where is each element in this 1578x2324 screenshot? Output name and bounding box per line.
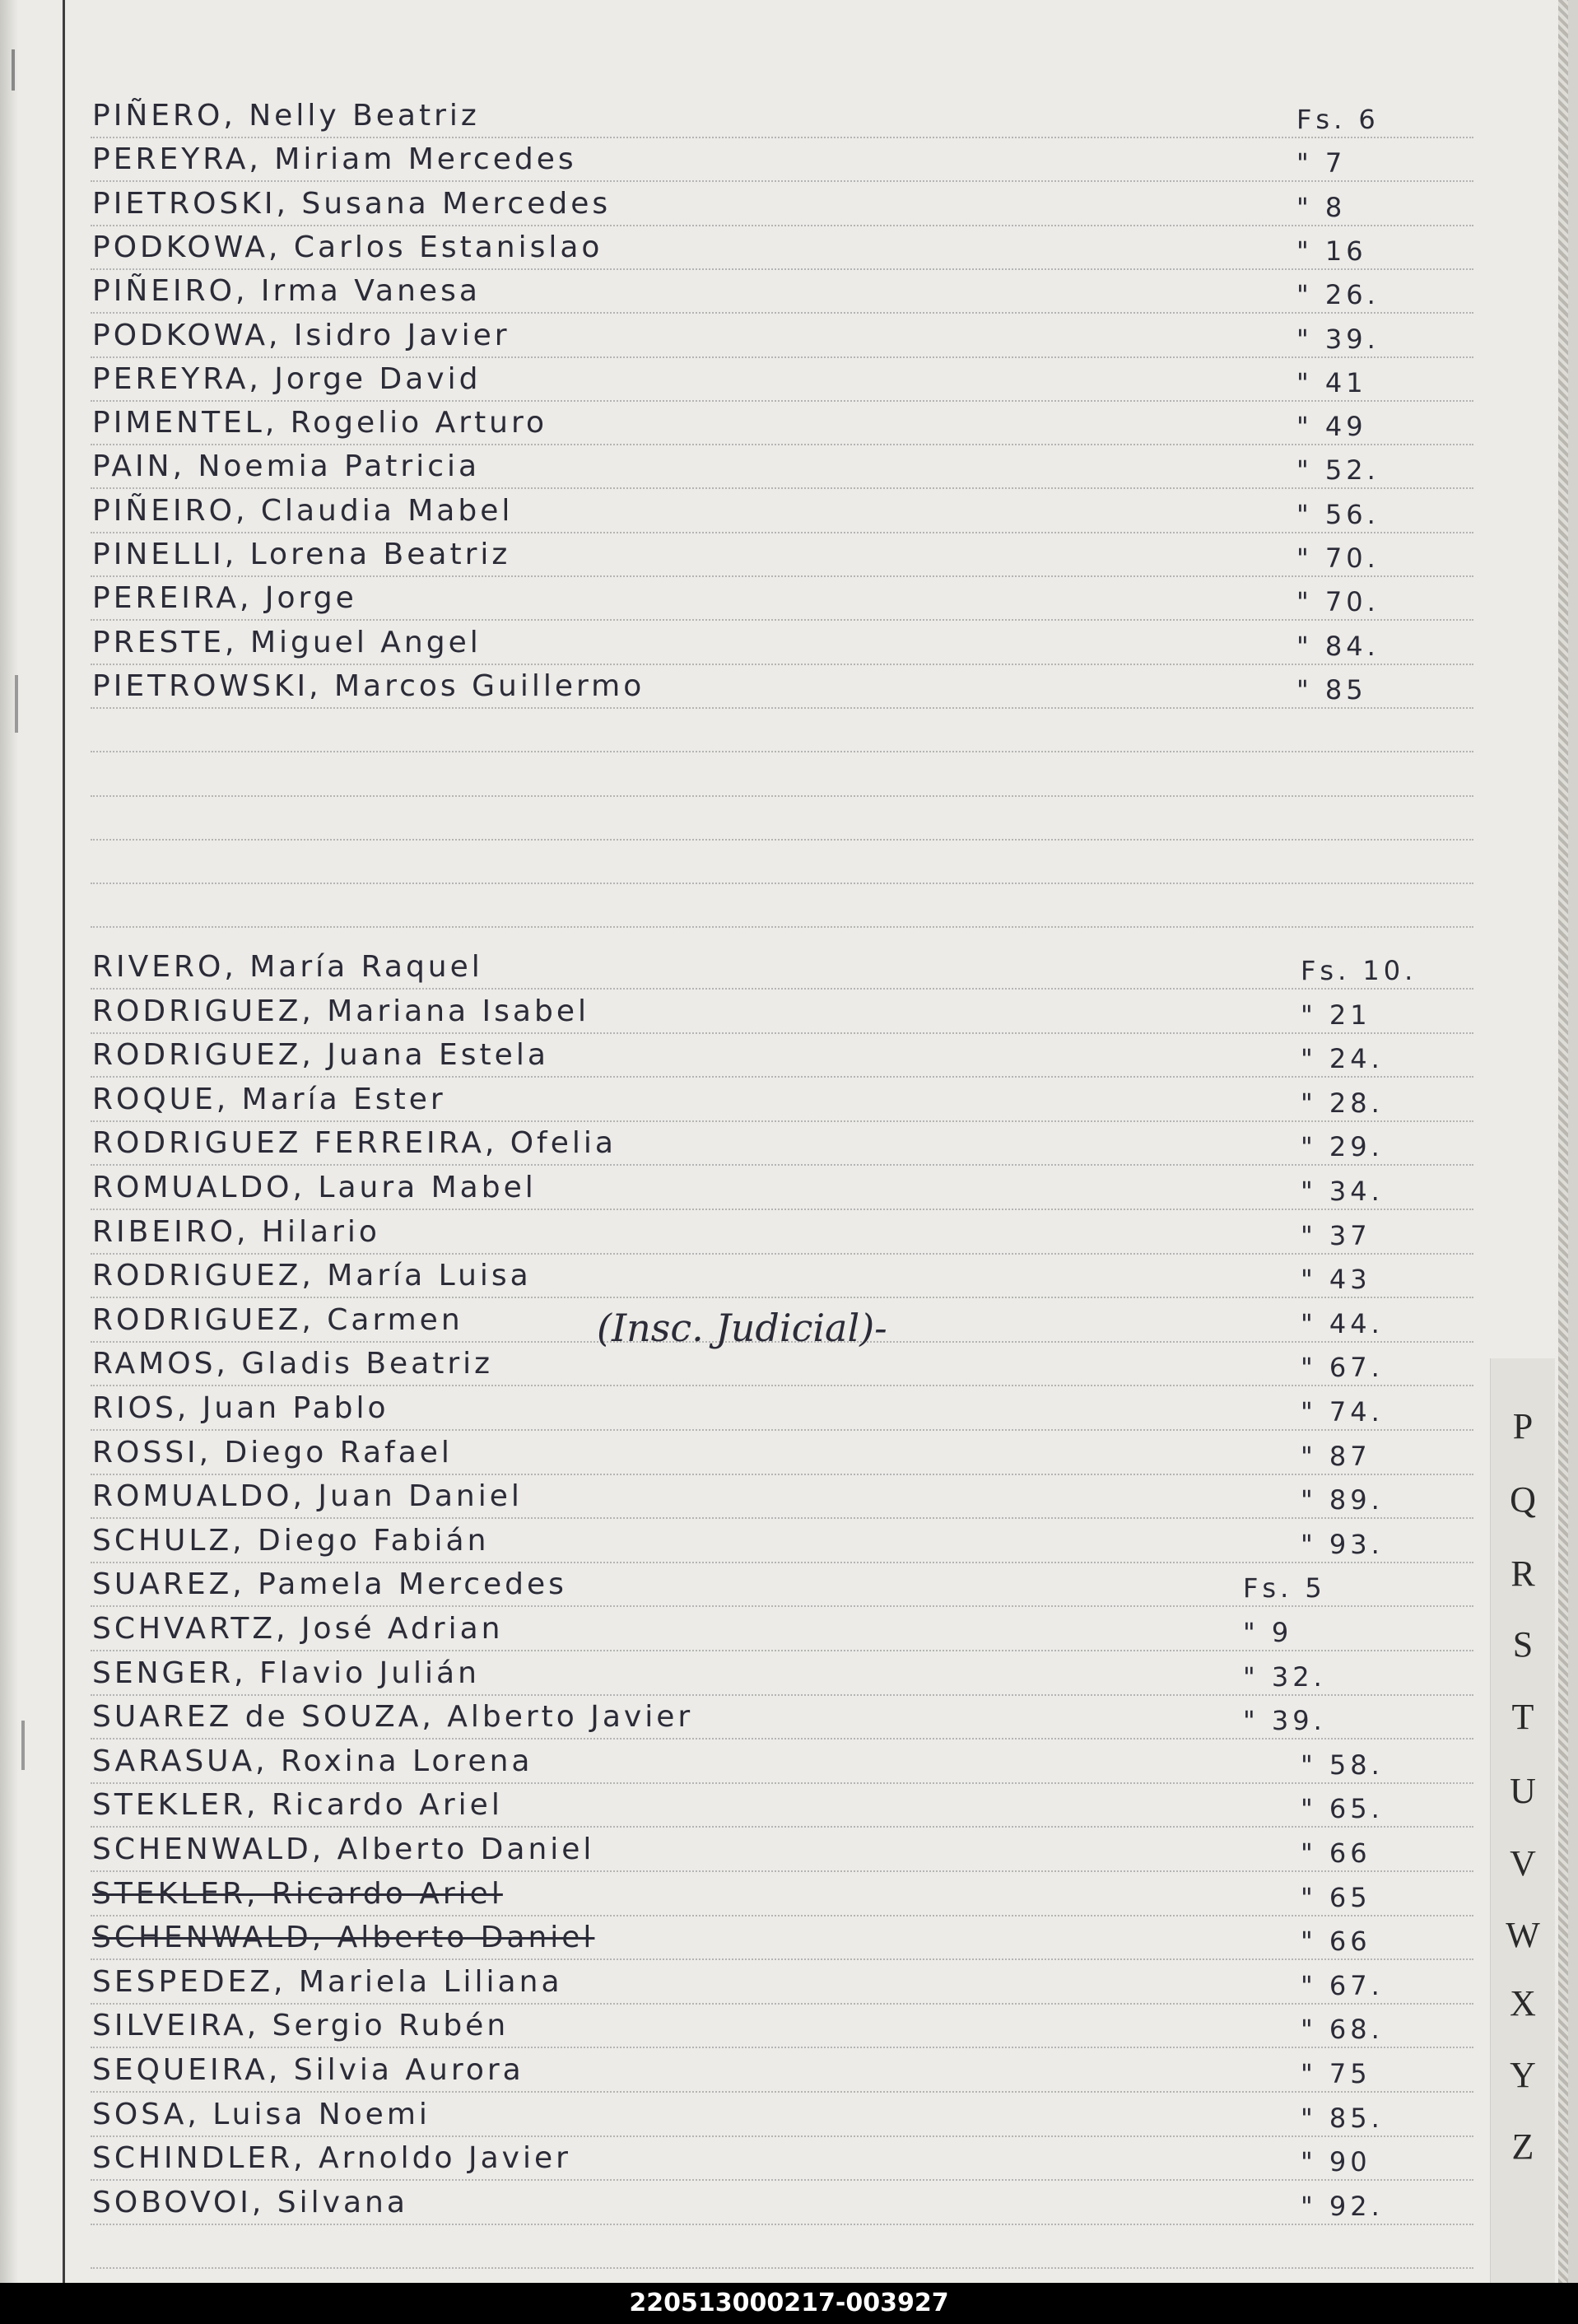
entry-folio: " 34. [1301,1176,1384,1207]
entry-folio: " 70. [1296,543,1380,574]
entry-name: PODKOWA, Carlos Estanislao [92,230,603,264]
entry-folio: " 67. [1301,1352,1384,1384]
ruled-line [91,2047,1473,2048]
ruled-line [91,664,1473,665]
entry-name: RODRIGUEZ, Juana Estela [92,1038,549,1073]
entry-name: PEREYRA, Jorge David [92,361,482,396]
entry-folio: " 58. [1301,1749,1384,1781]
entry-folio: " 32. [1243,1660,1326,1693]
ledger-entry [92,1965,1360,1998]
tab-y[interactable]: Y [1510,2055,1536,2095]
ledger-entry [92,1038,1360,1071]
binding-staple [21,1721,25,1770]
ruled-line [91,1032,1473,1034]
ruled-line [91,1650,1473,1651]
tab-r[interactable]: R [1511,1553,1535,1594]
entry-folio: " 29. [1301,1131,1384,1163]
entry-name: RIVERO, María Raquel [92,950,483,984]
entry-folio: " 7 [1296,147,1347,179]
ruled-line [91,312,1473,314]
entry-folio: " 41 [1296,366,1367,398]
ruled-line [91,575,1473,577]
ledger-entry [92,2053,1360,2086]
ledger-entry [92,1171,1360,1204]
ledger-entry [92,274,1360,307]
entry-name: SILVEIRA, Sergio Rubén [92,2009,510,2043]
ledger-entry [92,669,1360,702]
tab-z[interactable]: Z [1511,2126,1534,2167]
entry-folio: " 16 [1296,235,1367,267]
entry-name: SOSA, Luisa Noemi [92,2097,431,2131]
entry-folio: " 85. [1301,2102,1384,2134]
tab-x[interactable]: X [1510,1983,1536,2024]
entry-name: SUAREZ, Pamela Mercedes [92,1567,567,1602]
ledger-entry [92,581,1360,614]
entry-name: PIETROWSKI, Marcos Guillermo [92,668,645,703]
entry-folio: " 26. [1296,279,1380,311]
entry-name: RODRIGUEZ, María Luisa [92,1259,532,1293]
entry-folio: " 75 [1301,2058,1371,2089]
entry-folio: " 66 [1301,1926,1371,1958]
entry-folio: " 74. [1301,1396,1384,1427]
ledger-entry [92,1126,1360,1159]
binding-staple [12,49,15,91]
ledger-entry [92,1259,1360,1292]
ledger-entry [92,1788,1360,1821]
ruled-line [91,1120,1473,1122]
entry-name: STEKLER, Ricardo Ariel [92,1788,503,1823]
binding-shadow [0,0,18,2283]
page-edge [1568,0,1578,2283]
ruled-line [91,1782,1473,1784]
entry-folio: " 24. [1301,1043,1384,1075]
ledger-entry [92,187,1360,220]
entry-name: SOBOVOI, Silvana [92,2185,408,2219]
ledger-entry [92,142,1360,175]
entry-folio: " 39. [1243,1705,1326,1737]
ruled-line [91,1915,1473,1916]
ledger-entry [92,494,1360,527]
ledger-entry [92,1612,1360,1645]
entry-folio: " 21 [1301,999,1371,1031]
entry-name: SARASUA, Roxina Lorena [92,1744,533,1778]
entry-name: SCHVARTZ, José Adrian [92,1612,504,1646]
entry-folio: Fs. 6 [1296,104,1380,135]
entry-folio: " 65 [1301,1881,1371,1913]
entry-folio: " 90 [1301,2146,1371,2178]
ruled-line [91,1605,1473,1607]
ruled-line [91,1253,1473,1255]
entry-folio: " 44. [1301,1307,1384,1339]
ledger-entry [92,950,1360,983]
entry-name: ROMUALDO, Juan Daniel [92,1479,523,1514]
ruled-line [91,751,1473,752]
entry-folio: " 9 [1243,1617,1293,1648]
ruled-line [91,268,1473,270]
ruled-line [91,487,1473,489]
entry-name: RODRIGUEZ, Mariana Isabel [92,994,589,1028]
ledger-entry [92,231,1360,263]
ruled-line [91,1385,1473,1386]
ledger-entry [92,449,1360,482]
ruled-line [91,1517,1473,1519]
entry-name: PODKOWA, Isidro Javier [92,318,510,352]
ruled-line [91,1738,1473,1740]
entry-name: SENGER, Flavio Julián [92,1656,480,1690]
tab-u[interactable]: U [1510,1771,1536,1811]
ruled-line [91,619,1473,621]
entry-name: PIÑEIRO, Irma Vanesa [92,274,481,309]
document-id: 220513000217-003927 [629,2289,949,2317]
ruled-line [91,926,1473,928]
ledger-entry [92,319,1360,352]
ledger-entry [92,1524,1360,1557]
ruled-line [91,2267,1473,2269]
entry-folio: Fs. 5 [1243,1572,1326,1604]
ledger-entry [92,2141,1360,2174]
ledger-entry [92,1567,1360,1600]
tab-p[interactable]: P [1512,1406,1534,1446]
tab-q[interactable]: Q [1510,1479,1536,1520]
ruled-line [91,988,1473,990]
ledger-entry [92,1436,1360,1469]
ledger-entry [92,406,1360,439]
ledger-entry [92,1700,1360,1733]
ruled-line [91,883,1473,884]
ruled-line [91,2224,1473,2225]
entry-name: PIÑEIRO, Claudia Mabel [92,493,514,528]
tab-v[interactable]: V [1510,1843,1536,1884]
binding-staple [15,675,18,733]
ledger-entry [92,626,1360,659]
entry-name: RODRIGUEZ FERREIRA, Ofelia [92,1126,617,1161]
ledger-entry [92,99,1360,132]
entry-folio: " 68. [1301,2014,1384,2046]
ruled-line [91,1562,1473,1563]
entry-name: ROMUALDO, Laura Mabel [92,1171,537,1204]
ruled-line [91,1209,1473,1210]
entry-folio: " 56. [1296,498,1380,530]
ledger-entry [92,362,1360,395]
ruled-line [91,180,1473,182]
entry-name: SCHULZ, Diego Fabián [92,1523,490,1558]
ruled-line [91,400,1473,402]
ruled-line [91,532,1473,533]
entry-folio: " 37 [1301,1219,1371,1251]
entry-name: SCHENWALD, Alberto Daniel [92,1921,595,1955]
ledger-entry [92,1833,1360,1865]
ledger-entry [92,2186,1360,2219]
ledger-entry [92,2009,1360,2042]
tab-w[interactable]: W [1506,1915,1540,1955]
ruled-line [91,2003,1473,2005]
ledger-entry [92,1083,1360,1115]
ledger-entry [92,994,1360,1027]
entry-name: SUAREZ de SOUZA, Alberto Javier [92,1700,694,1735]
margin-line [63,0,65,2283]
ruled-line [91,1076,1473,1078]
entry-name: SEQUEIRA, Silvia Aurora [92,2053,524,2087]
ruled-line [91,795,1473,797]
ruled-line [91,839,1473,841]
entry-name: PIMENTEL, Rogelio Arturo [92,406,548,440]
ledger-entry [92,1479,1360,1512]
ledger-entry [92,1921,1360,1954]
entry-name: PIETROSKI, Susana Mercedes [92,186,612,221]
entry-folio: " 65. [1301,1793,1384,1825]
ruled-line [91,1694,1473,1696]
entry-name: PEREYRA, Miriam Mercedes [92,142,577,177]
ledger-entry [92,538,1360,571]
ledger-entry [92,2098,1360,2131]
ruled-line [91,2091,1473,2093]
entry-folio: " 89. [1301,1484,1384,1516]
entry-folio: " 52. [1296,454,1380,487]
entry-name: PIÑERO, Nelly Beatriz [92,99,480,133]
entry-folio: " 70. [1296,586,1380,618]
binding-cord [1558,0,1568,2283]
ruled-line [91,1297,1473,1298]
entry-name: RIBEIRO, Hilario [92,1214,380,1249]
entry-name: RIOS, Juan Pablo [92,1391,389,1425]
ledger-entry [92,1656,1360,1689]
entry-name: SCHENWALD, Alberto Daniel [92,1833,595,1866]
entry-name: PEREIRA, Jorge [92,581,357,616]
ruled-line [91,356,1473,358]
entry-folio: " 28. [1301,1087,1384,1119]
tab-t[interactable]: T [1511,1697,1534,1737]
ruled-line [91,707,1473,709]
entry-name: RODRIGUEZ, Carmen [92,1302,463,1337]
ruled-line [91,137,1473,138]
ruled-line [91,1474,1473,1475]
entry-name: STEKLER, Ricardo Ariel [92,1876,503,1911]
entry-folio: " 49 [1296,411,1367,443]
entry-folio: " 43 [1301,1264,1371,1296]
ledger-entry [92,1215,1360,1248]
entry-name: PAIN, Noemia Patricia [92,449,481,484]
entry-folio: " 93. [1301,1528,1384,1560]
ruled-line [91,1870,1473,1872]
entry-folio: " 85 [1296,673,1367,706]
entry-folio: Fs. 10. [1301,955,1417,986]
entry-folio: " 84. [1296,630,1380,662]
judicial-annotation: (Insc. Judicial)- [597,1306,887,1350]
entry-name: SCHINDLER, Arnoldo Javier [92,2141,571,2176]
entry-name: PRESTE, Miguel Angel [92,625,482,659]
entry-name: ROSSI, Diego Rafael [92,1435,453,1469]
ruled-line [91,1429,1473,1431]
entry-folio: " 87 [1301,1440,1371,1472]
ruled-line [91,444,1473,445]
entry-folio: " 39. [1296,323,1380,355]
ruled-line [91,1958,1473,1960]
entry-folio: " 8 [1296,191,1347,223]
entry-folio: " 92. [1301,2190,1384,2222]
ruled-line [91,225,1473,226]
entry-name: SESPEDEZ, Mariela Liliana [92,1964,563,1999]
tab-s[interactable]: S [1512,1624,1534,1665]
ledger-entry [92,1877,1360,1910]
ruled-line [91,1164,1473,1166]
entry-name: ROQUE, María Ester [92,1082,446,1116]
entry-folio: " 66 [1301,1837,1371,1869]
entry-folio: " 67. [1301,1969,1384,2001]
entry-name: RAMOS, Gladis Beatriz [92,1347,494,1381]
ruled-line [91,1826,1473,1828]
entry-name: PINELLI, Lorena Beatriz [92,538,511,571]
ruled-line [91,2135,1473,2137]
ledger-entry [92,1391,1360,1424]
ruled-line [91,2179,1473,2181]
ledger-entry [92,1744,1360,1777]
